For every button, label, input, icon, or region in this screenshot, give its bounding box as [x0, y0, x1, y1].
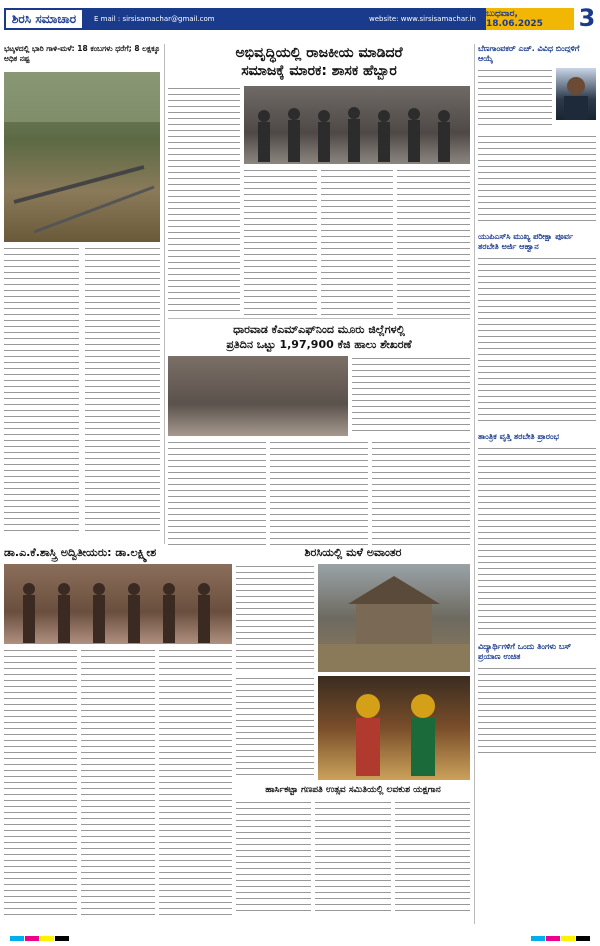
exam-body [478, 256, 596, 426]
yakshagana-headline: ಹಾರ್ಸಿಕಟ್ಟಾ ಗಣಪತಿ ಉತ್ಸವ ಸಮಿತಿಯಲ್ಲಿ ಲವಕುಶ ಯಕ್ಷಗಾನ [265, 785, 441, 795]
milk-article [168, 322, 470, 550]
color-registration-bar-right [531, 936, 590, 941]
yakshagana-body-col3 [395, 800, 470, 912]
rain-body-col1 [4, 246, 79, 536]
performers-illustration [318, 676, 470, 780]
yakshagana-body-col2 [315, 800, 390, 912]
lead-headline-line2: ಸಮಾಜಕ್ಕೆ ಮಾರಕ: ಶಾಸಕ ಹೆಬ್ಬಾರ [241, 63, 397, 79]
tech-body [478, 446, 596, 636]
person-icon [556, 68, 596, 120]
lead-body-col4 [397, 168, 470, 316]
sidebar-divider [474, 44, 475, 924]
page-number: 3 [578, 4, 596, 32]
student-body [478, 666, 596, 754]
shastri-body-col1 [4, 648, 77, 916]
student-headline: ವಿದ್ಯಾರ್ಥಿಗಳಿಗೆ ಒಂದು ತಿಂಗಳು ಬಸ್ ಪ್ರಯಾಣ ಉಚಿತ [478, 642, 572, 661]
website-text: website: www.sirsisamachar.in [369, 15, 476, 23]
yakshagana-body-top [236, 676, 314, 780]
yakshagana-photo [318, 676, 470, 780]
lead-headline-line1: ಅಭಿವೃದ್ಧಿಯಲ್ಲಿ ರಾಜಕೀಯ ಮಾಡಿದರೆ [235, 45, 403, 61]
color-registration-bar-left [10, 936, 69, 941]
rain-article [4, 44, 160, 536]
lead-body-col3 [321, 168, 394, 316]
sirsi-rain-article [236, 546, 470, 672]
shastri-body-col2 [81, 648, 154, 916]
profile-body [478, 68, 552, 130]
masthead-bar [84, 8, 486, 30]
column-divider [164, 44, 165, 544]
milk-body-col2 [270, 440, 368, 550]
email-text: E mail : sirsisamachar@gmail.com [94, 15, 215, 23]
yakshagana-article [236, 676, 470, 912]
rain-headline: ಭಟ್ಕಳದಲ್ಲಿ ಭಾರಿ ಗಾಳಿ-ಮಳೆ: 18 ಕಂಬಗಳು ಧರೆಗೆ; 8 ಲಕ್ಷಕ್ಕೂ ಅಧಿಕ ನಷ್ಟ [4, 44, 160, 63]
fallen-poles-illustration [4, 72, 160, 242]
milk-meeting-photo [168, 356, 348, 436]
milk-headline-line2: ಪ್ರತಿದಿನ ಒಟ್ಟು 1,97,900 ಕೆಜಿ ಹಾಲು ಶೇಖರಣೆ [226, 338, 412, 351]
shastri-headline: ಡಾ.ಎ.ಕೆ.ಶಾಸ್ತ್ರಿ ಅದ್ವಿತೀಯರು: ಡಾ.ಲಕ್ಷ್ಮೀಶ [4, 546, 157, 559]
flood-photo [318, 564, 470, 672]
fallen-poles-photo [4, 72, 160, 242]
profile-photo [556, 68, 596, 120]
milk-body-col3 [372, 440, 470, 550]
flooded-house-illustration [318, 564, 470, 672]
print-footer [0, 930, 600, 946]
lead-article [168, 44, 470, 316]
shastri-article [4, 546, 232, 916]
sirsi-rain-body-left [236, 564, 314, 672]
award-group-illustration [4, 564, 232, 644]
milk-body-col1 [168, 440, 266, 550]
sidebar [478, 44, 596, 754]
crowd-illustration [244, 86, 470, 164]
newspaper-logo: ಶಿರಸಿ ಸಮಾಚಾರ [4, 8, 84, 30]
sirsi-rain-headline: ಶಿರಸಿಯಲ್ಲಿ ಮಳೆ ಅವಾಂತರ [304, 546, 402, 559]
exam-headline: ಯುಪಿಎಸ್‌ಸಿ ಮುಖ್ಯ ಪರೀಕ್ಷಾ ಪೂರ್ವ ತರಬೇತಿ ಅರ್ಜಿ ಆಹ್ವಾನ [478, 232, 574, 251]
tech-headline: ತಾಂತ್ರಿಕ ವೃತ್ತಿ ತರಬೇತಿ ಪ್ರಾರಂಭ [478, 432, 559, 441]
inauguration-photo [244, 86, 470, 164]
award-photo [4, 564, 232, 644]
shastri-body-col3 [159, 648, 232, 916]
issue-date: ಬುಧವಾರ, 18.06.2025 [486, 8, 574, 30]
profile-headline: ಬೆಣಗಾಂವಕರ್ ಎಚ್. ವಿವಿಧ ಬಿಂದ್ಗಳಿಗೆ ಆಯ್ಕೆ [478, 44, 580, 63]
masthead [0, 0, 600, 34]
lead-body-col2 [244, 168, 317, 316]
section-divider [168, 318, 470, 319]
milk-headline-line1: ಧಾರವಾಡ ಕೆಎಮ್‌ಎಫ್‌ನಿಂದ ಮೂರು ಜಿಲ್ಲೆಗಳಲ್ಲಿ [233, 323, 405, 336]
milk-body-right [352, 356, 470, 436]
rain-body-col2 [85, 246, 160, 536]
yakshagana-body-col1 [236, 800, 311, 912]
lead-body-col1 [168, 86, 240, 316]
profile-body-cont [478, 134, 596, 226]
